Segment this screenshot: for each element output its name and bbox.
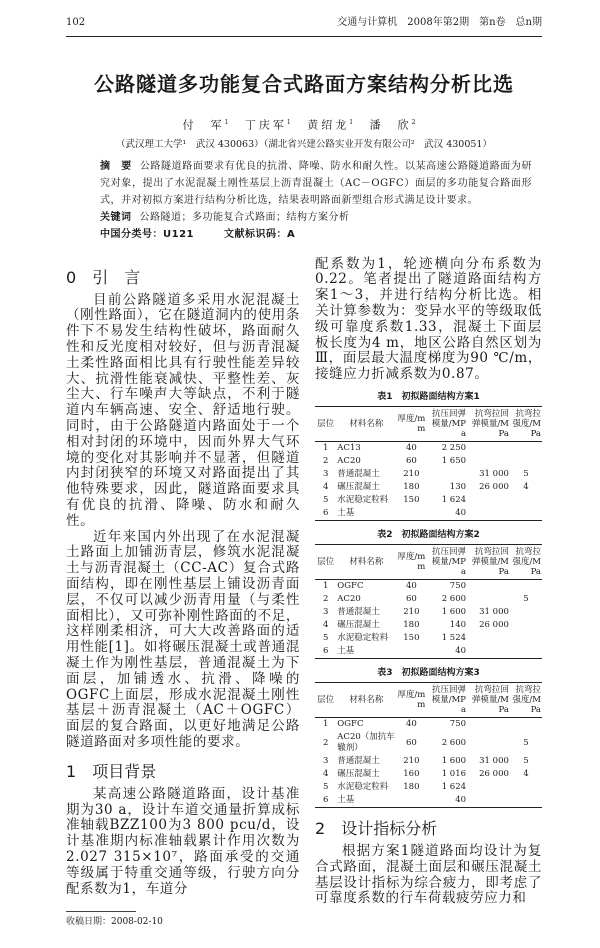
table-row: [315, 645, 542, 659]
table-cell: [510, 781, 542, 794]
left-column: [66, 257, 300, 929]
paragraph: 目前公路隧道多采用水泥混凝土（刚性路面），它在隧道洞内的使用条件下不易发生结构性破坏，路面耐久性和反光度相对较好，但与沥青混凝土柔性路面相比具有行驶性能差异较大、抗滑性能衰减快、平整性差、灰尘大、行车噪声大等缺点，不利于隧道内车辆高速、安全、舒适地行驶。同时，由于公路隧道内路面处于一个相对封闭的环境中，因而外界大气环境的变化对其影响并不显著，但隧道内封闭狭窄的环境又对路面提出了其他特殊要求，因此，隧道路面要求具有优良的抗滑、降噪、防水和耐久性。: [66, 291, 300, 529]
table-cell: 5: [322, 633, 329, 644]
author: 丁庆军: [244, 118, 287, 132]
column-header: 抗压回弹模量/MPa: [426, 545, 467, 580]
table-cell: 130: [449, 482, 467, 493]
table-cell: [467, 507, 510, 521]
table-cell: 4: [523, 769, 529, 780]
table-cell: 210: [403, 607, 420, 618]
table-cell: 5: [523, 756, 529, 767]
table-cell: 1 016: [441, 769, 467, 780]
table-cell: AC13: [337, 443, 361, 454]
table-cell: 2 600: [441, 737, 467, 748]
table-cell: 180: [403, 782, 420, 793]
section-number: 2: [315, 819, 326, 839]
table-header-row: [315, 683, 542, 718]
table-cell: [510, 455, 542, 468]
table-cell: 1 524: [441, 633, 467, 644]
table-cell: 40: [455, 508, 467, 519]
table-cell: OGFC: [337, 581, 364, 592]
table-cell: [467, 442, 510, 456]
background-text-right: [315, 257, 542, 383]
table-row: [315, 619, 542, 632]
column-header: 抗弯拉强度/MPa: [510, 407, 542, 442]
table-cell: 60: [405, 456, 417, 467]
document-code: 文献标识码：A: [224, 228, 296, 240]
table-row: [315, 718, 542, 732]
table-cell: 1 624: [441, 782, 467, 793]
table-cell: AC20（加抗车辙剂）: [337, 732, 395, 754]
table-cell: [396, 794, 426, 808]
table-cell: 31 000: [479, 469, 509, 480]
table-caption: 表2 初拟路面结构方案2: [377, 530, 480, 541]
table-row: [315, 481, 542, 494]
table-row: [315, 507, 542, 521]
table-cell: [510, 619, 542, 632]
page-number: 102: [66, 17, 86, 28]
table-row: [315, 768, 542, 781]
section-number: 1: [66, 761, 77, 781]
table-cell: [467, 455, 510, 468]
column-header: 抗弯拉回弹模量/MPa: [467, 683, 510, 718]
table-cell: 2 600: [441, 594, 467, 605]
author-sup: 1: [349, 119, 354, 126]
column-header: 材料名称: [336, 407, 396, 442]
section-title: 设计指标分析: [341, 819, 438, 839]
table-scheme-2: [315, 544, 542, 659]
table-cell: [467, 494, 510, 507]
table-cell: 普通混凝土: [337, 607, 380, 618]
table-scheme-1: [315, 406, 542, 521]
table-cell: 40: [405, 581, 417, 592]
table-cell: OGFC: [337, 719, 364, 730]
table-row: [315, 494, 542, 507]
keywords: [100, 209, 532, 226]
table-cell: 土基: [337, 508, 355, 519]
column-header: 抗压回弹模量/MPa: [426, 683, 467, 718]
table-cell: 160: [403, 769, 420, 780]
table-cell: 4: [322, 482, 329, 493]
clc-number: 中国分类号：U121: [100, 228, 194, 240]
table-row: [315, 781, 542, 794]
author-sup: 1: [286, 119, 291, 126]
table-cell: [510, 580, 542, 594]
table-cell: [467, 593, 510, 606]
table-cell: [510, 507, 542, 521]
column-header: 层位: [315, 545, 336, 580]
column-header: 抗弯拉强度/MPa: [510, 545, 542, 580]
column-header: 抗弯拉回弹模量/MPa: [467, 545, 510, 580]
table-cell: 150: [403, 495, 420, 506]
table-cell: [510, 606, 542, 619]
table-cell: 210: [403, 756, 420, 767]
table-cell: 水泥稳定粒料: [337, 633, 389, 644]
abstract-block: [100, 158, 532, 243]
table-cell: [510, 718, 542, 732]
table-cell: 5: [523, 469, 529, 480]
column-header: 材料名称: [336, 545, 396, 580]
table-cell: 3: [322, 607, 329, 618]
table-cell: 1 600: [441, 607, 467, 618]
table-cell: [510, 632, 542, 645]
section-number: 0: [66, 267, 77, 287]
table-cell: [510, 494, 542, 507]
table-cell: [396, 507, 426, 521]
abstract: [100, 158, 532, 209]
column-header: 材料名称: [336, 683, 396, 718]
section-heading-background: [66, 761, 300, 783]
table-cell: [396, 645, 426, 659]
table-cell: 60: [405, 737, 417, 748]
table-cell: [467, 580, 510, 594]
column-header: 厚度/mm: [396, 407, 426, 442]
column-header: 厚度/mm: [396, 683, 426, 718]
table-cell: 4: [322, 620, 329, 631]
keywords-text: 公路隧道；多功能复合式路面；结构方案分析: [139, 211, 350, 223]
author-sup: 1: [224, 119, 229, 126]
table-cell: 4: [322, 769, 329, 780]
table-cell: AC20: [337, 456, 361, 467]
table-row: [315, 606, 542, 619]
table-cell: 40: [455, 646, 467, 657]
abstract-text: 公路隧道路面要求有优良的抗滑、降噪、防水和耐久性。以某高速公路隧道路面为研究对象，提出了水泥混凝土刚性基层上沥青混凝土（AC－OGFC）面层的多功能复合路面形式，并对初拟方案进行结构分析比选，结果表明路面新型组合形式满足设计要求。: [100, 160, 533, 206]
table-cell: 40: [405, 443, 417, 454]
table-cell: 1 600: [441, 756, 467, 767]
paragraph: 某高速公路隧道路面，设计基准期为30 a，设计车道交通量折算成标准轴载BZZ100为3 800 pcu/d，设计基准期内标准轴载累计作用次数为2.027 315×10⁷，路面承受的交通等级属于特重交通等级，行驶方向分配系数为1，车道分: [66, 785, 300, 897]
table-cell: 水泥稳定粒料: [337, 782, 389, 793]
table-cell: 5: [322, 782, 329, 793]
column-header: 层位: [315, 683, 336, 718]
table-header-row: [315, 545, 542, 580]
table-cell: 5: [322, 495, 329, 506]
table-caption: 表3 初拟路面结构方案3: [377, 668, 480, 679]
table-cell: 碾压混凝土: [337, 769, 380, 780]
table-cell: 碾压混凝土: [337, 482, 380, 493]
table-cell: 40: [405, 719, 417, 730]
table-row: [315, 455, 542, 468]
table-cell: 普通混凝土: [337, 469, 380, 480]
table-cell: [467, 794, 510, 808]
table-cell: [510, 645, 542, 659]
table-cell: 2: [322, 594, 329, 605]
author: 付 军: [182, 118, 225, 132]
section-title: 引 言: [92, 267, 141, 287]
section-heading-intro: [66, 267, 300, 289]
table-cell: [467, 731, 510, 755]
table-row: [315, 468, 542, 481]
table-row: [315, 794, 542, 808]
table-cell: 40: [455, 795, 467, 806]
two-column-body: [66, 257, 542, 929]
table-cell: 31 000: [479, 607, 509, 618]
table-cell: [467, 645, 510, 659]
table-caption: 表1 初拟路面结构方案1: [377, 392, 480, 403]
table-row: [315, 632, 542, 645]
author: 黄绍龙: [307, 118, 350, 132]
table-cell: 750: [449, 719, 467, 730]
affiliation: （武汉理工大学¹ 武汉 430063）（湖北省兴建公路实业开发有限公司² 武汉 430051）: [116, 138, 492, 150]
author-sup: 2: [411, 119, 416, 126]
table-cell: 4: [523, 482, 529, 493]
table-row: [315, 755, 542, 768]
keywords-label: 关键词: [100, 211, 132, 223]
table-cell: 26 000: [479, 769, 509, 780]
column-header: 抗弯拉回弹模量/MPa: [467, 407, 510, 442]
table-cell: 水泥稳定粒料: [337, 495, 389, 506]
column-header: 层位: [315, 407, 336, 442]
journal-header: 交通与计算机 2008年第2期 第n卷 总n期: [337, 17, 542, 28]
table-cell: [426, 468, 467, 481]
section-title: 项目背景: [92, 761, 157, 781]
table-cell: 6: [322, 508, 329, 519]
table-cell: [510, 794, 542, 808]
table-cell: 6: [322, 795, 329, 806]
table-cell: 2 250: [441, 443, 467, 454]
section-heading-design: [315, 818, 542, 840]
paper-title: 公路隧道多功能复合式路面方案结构分析比选: [94, 72, 514, 96]
paragraph: 近年来国内外出现了在水泥混凝土路面上加铺沥青层，修筑水泥混凝土与沥青混凝土（CC-AC）复合式路面结构，即在刚性基层上铺设沥青面层，不仅可以减少沥青用量（与柔性面相比），又可弥补刚性路面的不足，这样刚柔相济，可大大改善路面的适用性能[1]。如将碾压混凝土或普通混凝土作为刚性基层，普通混凝土为下面层，加铺透水、抗滑、降噪的OGFC上面层，形成水泥混凝土刚性基层＋沥青混凝土（AC＋OGFC）面层的复合路面，以更好地满足公路隧道路面对多项性能的要求。: [66, 528, 300, 750]
column-header: 抗压回弹模量/MPa: [426, 407, 467, 442]
table-cell: 1 650: [441, 456, 467, 467]
table-cell: 3: [322, 756, 329, 767]
design-text: [315, 844, 542, 907]
table-cell: 1: [322, 443, 329, 454]
table-cell: 5: [523, 594, 529, 605]
paragraph: 根据方案1隧道路面均设计为复合式路面，混凝土面层和碾压混凝土基层设计指标为综合疲力，即考虑了可靠度系数的行车荷载疲劳应力和: [315, 843, 542, 907]
table-cell: 31 000: [479, 756, 509, 767]
intro-text: [66, 293, 300, 751]
right-column: [315, 257, 542, 908]
table-cell: 26 000: [479, 620, 509, 631]
table-row: [315, 580, 542, 594]
table-cell: 3: [322, 469, 329, 480]
running-header: [66, 16, 542, 37]
table-cell: 1: [322, 581, 329, 592]
background-text-left: [66, 787, 300, 898]
table-row: [315, 731, 542, 755]
table-cell: 60: [405, 594, 417, 605]
table-header-row: [315, 407, 542, 442]
author-list: [66, 115, 542, 134]
table-cell: 150: [403, 633, 420, 644]
table-cell: 180: [403, 620, 420, 631]
table-cell: 26 000: [479, 482, 509, 493]
column-header: 抗弯拉强度/MPa: [510, 683, 542, 718]
table-cell: 土基: [337, 795, 355, 806]
table-cell: 土基: [337, 646, 355, 657]
table-cell: [467, 718, 510, 732]
table-cell: 6: [322, 646, 329, 657]
table-cell: [510, 442, 542, 456]
table-row: [315, 442, 542, 456]
table-cell: 1: [322, 719, 329, 730]
table-cell: 140: [449, 620, 467, 631]
author: 潘 欣: [369, 118, 412, 132]
table-cell: 2: [322, 737, 329, 748]
table-cell: 1 624: [441, 495, 467, 506]
table-cell: 2: [322, 456, 329, 467]
table-cell: [467, 781, 510, 794]
table-cell: 180: [403, 482, 420, 493]
table-scheme-3: [315, 682, 542, 808]
table-cell: 210: [403, 469, 420, 480]
table-cell: AC20: [337, 594, 361, 605]
table-cell: 普通混凝土: [337, 756, 380, 767]
table-cell: [467, 632, 510, 645]
column-header: 厚度/mm: [396, 545, 426, 580]
paragraph: 配系数为1，轮迹横向分布系数为0.22。笔者提出了隧道路面结构方案1～3，并进行结构分析比选。相关计算参数为：变异水平的等级取低级可靠度系数1.33，混凝土下面层板长度为4 m，地区公路自然区划为Ⅲ，面层最大温度梯度为90 ℃/m，接缝应力折减系数为0.87。: [315, 255, 542, 383]
table-row: [315, 593, 542, 606]
footnote-received-date: 收稿日期：2008-02-10: [66, 917, 163, 928]
footnote-rule: [66, 911, 136, 912]
table-cell: 碾压混凝土: [337, 620, 380, 631]
table-cell: 750: [449, 581, 467, 592]
table-cell: 5: [523, 737, 529, 748]
abstract-label: 摘 要: [100, 160, 132, 172]
classification: [100, 226, 532, 243]
